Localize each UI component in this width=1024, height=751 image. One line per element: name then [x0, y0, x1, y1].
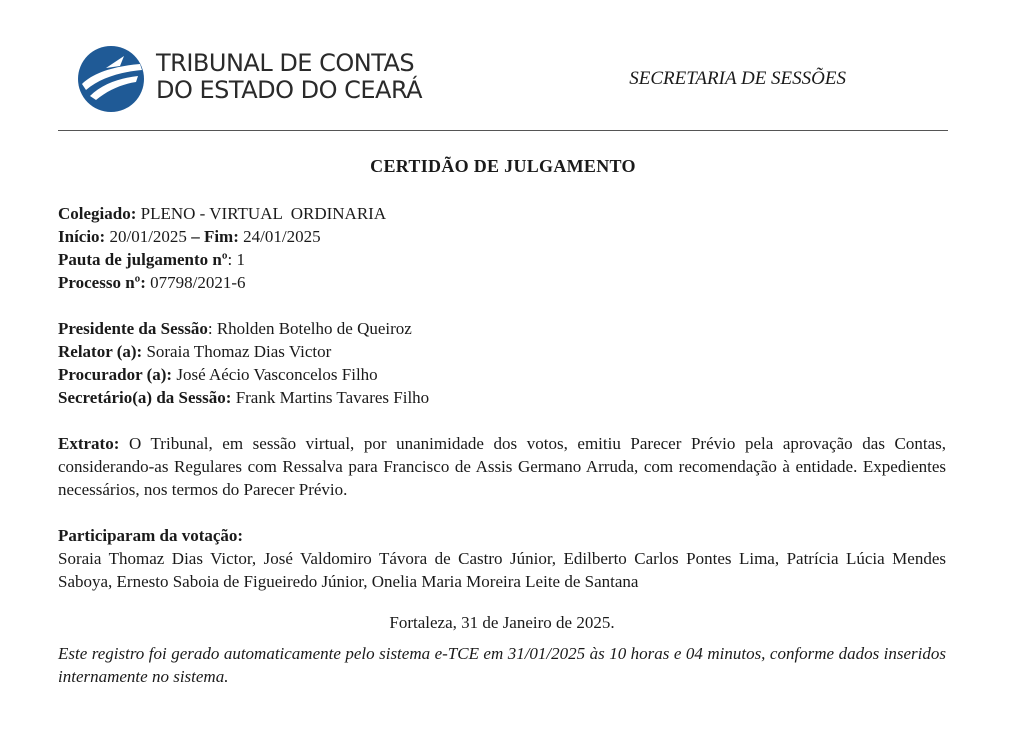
presidente-value: : Rholden Botelho de Queiroz: [207, 319, 412, 338]
tce-ceara-logo-icon: [76, 44, 146, 114]
org-name-line2: DO ESTADO DO CEARÁ: [156, 76, 423, 104]
relator-line: [58, 340, 946, 363]
colegiado-line: [58, 202, 946, 225]
presidente-label: Presidente da Sessão: [58, 319, 208, 338]
processo-label: Processo nº:: [58, 273, 146, 292]
procurador-line: [58, 363, 946, 386]
extrato-paragraph: [58, 432, 946, 501]
processo-value: 07798/2021-6: [150, 273, 246, 292]
period-line: [58, 225, 946, 248]
procurador-label: Procurador (a):: [58, 365, 173, 384]
system-generated-note: Este registro foi gerado automaticamente pelo sistema e-TCE em 31/01/2025 às 10 horas e 04 minutos, conforme dados inseridos internamente no sistema.: [58, 644, 946, 686]
inicio-label: Início:: [58, 227, 106, 246]
extrato-text: O Tribunal, em sessão virtual, por unanimidade dos votos, emitiu Parecer Prévio pela aprovação das Contas, considerando-as Regulares com Ressalva para Francisco de Assis Germano Arruda, com recomendação à entidade. Expedientes necessários, nos termos do Parecer Prévio.: [58, 434, 946, 499]
relator-label: Relator (a):: [58, 342, 143, 361]
header-divider: [58, 130, 948, 131]
secretario-value: Frank Martins Tavares Filho: [235, 388, 430, 407]
place-and-date: Fortaleza, 31 de Janeiro de 2025.: [389, 613, 615, 632]
pauta-line: [58, 248, 946, 271]
period-dash: –: [191, 227, 200, 246]
org-name-line1: TRIBUNAL DE CONTAS: [156, 49, 415, 77]
votacao-participants: Soraia Thomaz Dias Victor, José Valdomiro Távora de Castro Júnior, Edilberto Carlos Pontes Lima, Patrícia Lúcia Mendes Saboya, Ernesto Saboia de Figueiredo Júnior, Onelia Maria Moreira Leite de Santana: [58, 549, 946, 591]
inicio-value: 20/01/2025: [109, 227, 187, 246]
fim-value: 24/01/2025: [243, 227, 321, 246]
fim-label: Fim:: [203, 227, 239, 246]
document-title: CERTIDÃO DE JULGAMENTO: [370, 156, 636, 176]
relator-value: Soraia Thomaz Dias Victor: [146, 342, 332, 361]
colegiado-label: Colegiado:: [58, 204, 137, 223]
votacao-label: Participaram da votação:: [58, 526, 244, 545]
processo-line: [58, 271, 946, 294]
organization-name: [156, 50, 422, 104]
extrato-label: Extrato:: [58, 434, 120, 453]
procurador-value: José Aécio Vasconcelos Filho: [176, 365, 378, 384]
pauta-label: Pauta de julgamento nº: [58, 250, 228, 269]
document-header: [58, 40, 948, 120]
secretario-line: [58, 386, 946, 409]
secretario-label: Secretário(a) da Sessão:: [58, 388, 232, 407]
department-name: SECRETARIA DE SESSÕES: [629, 68, 846, 89]
document-body: [58, 202, 946, 688]
pauta-value: : 1: [227, 250, 245, 269]
presidente-line: [58, 317, 946, 340]
colegiado-value: PLENO - VIRTUAL ORDINARIA: [140, 204, 387, 223]
